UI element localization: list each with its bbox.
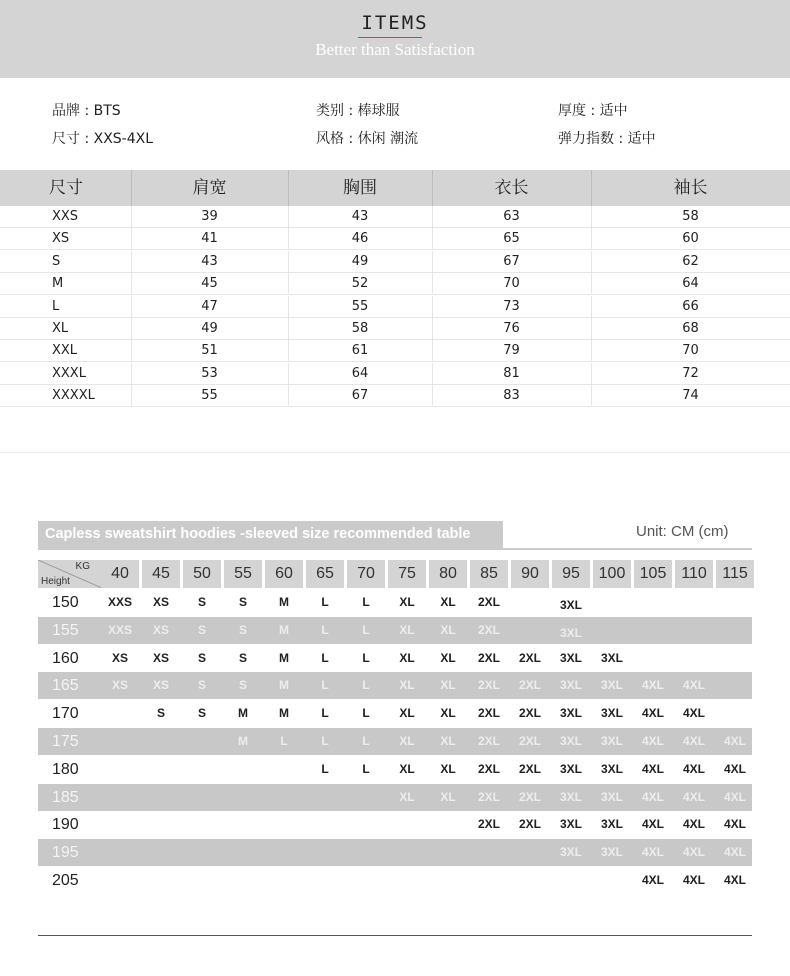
recommended-size: 2XL bbox=[477, 789, 500, 804]
recommended-size: 3XL bbox=[559, 625, 582, 640]
product-info bbox=[0, 78, 790, 170]
size-value: 63 bbox=[503, 209, 520, 224]
recommended-size: 4XL bbox=[723, 761, 746, 776]
recommended-size: S bbox=[197, 678, 206, 693]
column-divider bbox=[591, 363, 592, 385]
column-divider bbox=[288, 228, 289, 250]
recommended-size: L bbox=[362, 678, 370, 693]
size-value: 68 bbox=[682, 321, 699, 336]
size-label: S bbox=[52, 253, 61, 269]
recommended-size: XL bbox=[440, 678, 456, 693]
column-divider bbox=[131, 363, 132, 385]
recommended-size: S bbox=[238, 650, 247, 665]
column-divider bbox=[432, 273, 433, 295]
column-divider bbox=[591, 251, 592, 273]
size-value: 53 bbox=[201, 365, 218, 381]
recommended-size: 4XL bbox=[682, 734, 705, 748]
title-bar-line bbox=[38, 548, 752, 550]
recommended-size: XL bbox=[399, 622, 415, 637]
column-divider bbox=[432, 340, 433, 362]
recommended-size: XS bbox=[152, 622, 169, 637]
recommended-size: 4XL bbox=[641, 789, 664, 804]
size-col-header: 衣长 bbox=[494, 178, 529, 198]
size-value: 52 bbox=[351, 276, 369, 292]
header-title: ITEMS bbox=[361, 12, 429, 34]
size-value: 76 bbox=[503, 321, 520, 336]
column-divider bbox=[131, 318, 132, 340]
recommended-size: M bbox=[279, 650, 289, 665]
size-row bbox=[0, 385, 790, 407]
recommended-size: 2XL bbox=[518, 678, 541, 693]
recommended-size: M bbox=[238, 706, 248, 721]
recommended-size: 4XL bbox=[641, 817, 664, 832]
recommended-size: XL bbox=[399, 761, 415, 776]
weight-header-cell: 95 bbox=[552, 560, 590, 588]
column-divider bbox=[131, 296, 132, 318]
recommended-size: L bbox=[362, 706, 370, 721]
size-value: 73 bbox=[503, 298, 520, 314]
recommended-size: 2XL bbox=[477, 706, 500, 721]
recommended-size: XL bbox=[399, 706, 415, 721]
column-divider bbox=[131, 273, 132, 295]
recommended-size: 4XL bbox=[723, 817, 746, 832]
recommended-size: 3XL bbox=[600, 734, 623, 748]
recommended-size: L bbox=[362, 761, 370, 776]
recommended-size: XXS bbox=[107, 595, 132, 609]
recommended-size: L bbox=[362, 734, 370, 748]
column-divider bbox=[591, 273, 592, 295]
size-value: 64 bbox=[351, 365, 369, 381]
recommended-size: XS bbox=[111, 650, 128, 665]
recommended-size: XXS bbox=[107, 622, 132, 637]
weight-header-cell: 60 bbox=[265, 560, 303, 588]
weight-header-cell: 105 bbox=[634, 560, 672, 588]
height-label: 170 bbox=[52, 705, 79, 723]
weight-header-cell: 115 bbox=[716, 560, 754, 588]
recommended-size: 3XL bbox=[559, 678, 582, 693]
recommended-size: M bbox=[279, 678, 289, 693]
column-divider bbox=[131, 251, 132, 273]
recommended-size: L bbox=[362, 650, 370, 665]
height-label: 165 bbox=[52, 677, 79, 695]
size-value: 46 bbox=[351, 231, 369, 247]
recommended-size: L bbox=[280, 734, 288, 748]
column-divider bbox=[591, 296, 592, 318]
recommended-size: 2XL bbox=[518, 734, 541, 748]
height-label: 175 bbox=[52, 733, 79, 750]
recommend-row bbox=[38, 867, 752, 894]
size-value: 45 bbox=[201, 276, 218, 292]
info-thickness: 厚度 : 适中 bbox=[558, 103, 628, 119]
recommended-size: 4XL bbox=[682, 761, 705, 776]
recommended-size: 2XL bbox=[518, 650, 541, 665]
weight-height-corner bbox=[38, 560, 102, 588]
size-value: 49 bbox=[201, 321, 218, 336]
size-row bbox=[0, 206, 790, 228]
recommended-size: XL bbox=[399, 789, 415, 804]
size-value: 43 bbox=[201, 253, 218, 269]
recommended-size: L bbox=[321, 678, 329, 693]
size-value: 51 bbox=[201, 343, 218, 359]
recommended-size: XS bbox=[111, 678, 128, 693]
height-label: 150 bbox=[52, 594, 79, 611]
recommended-size: 3XL bbox=[600, 817, 623, 832]
header-banner bbox=[0, 0, 790, 78]
recommended-size: XL bbox=[399, 734, 415, 748]
recommend-row bbox=[38, 811, 752, 838]
size-row bbox=[0, 251, 790, 273]
recommended-size: 4XL bbox=[723, 734, 746, 748]
size-row bbox=[0, 296, 790, 318]
size-col-header: 肩宽 bbox=[192, 178, 227, 198]
column-divider bbox=[591, 228, 592, 250]
height-label: 185 bbox=[52, 788, 79, 806]
recommended-size: XL bbox=[399, 595, 415, 609]
height-label: 205 bbox=[52, 872, 79, 889]
height-label: 190 bbox=[52, 816, 79, 834]
recommended-size: 3XL bbox=[559, 845, 582, 860]
column-divider bbox=[131, 340, 132, 362]
recommended-size: 3XL bbox=[559, 598, 582, 612]
recommended-size: XL bbox=[440, 622, 456, 637]
recommend-row bbox=[38, 645, 752, 672]
height-label: 180 bbox=[52, 760, 79, 778]
size-value: 49 bbox=[351, 253, 369, 269]
recommend-row bbox=[38, 784, 752, 811]
column-divider bbox=[432, 296, 433, 318]
info-style: 风格 : 休闲 潮流 bbox=[316, 131, 419, 147]
recommend-row bbox=[38, 756, 752, 783]
size-row bbox=[0, 228, 790, 250]
size-label: XL bbox=[52, 321, 69, 336]
recommended-size: 2XL bbox=[477, 734, 500, 748]
bottom-divider bbox=[38, 935, 752, 936]
size-value: 67 bbox=[503, 253, 520, 269]
weight-header-cell: 70 bbox=[347, 560, 385, 588]
recommended-size: XS bbox=[152, 595, 169, 609]
column-divider bbox=[432, 228, 433, 250]
height-label: 195 bbox=[52, 844, 79, 862]
recommended-size: 2XL bbox=[518, 789, 541, 804]
size-label: XS bbox=[52, 231, 70, 247]
column-divider bbox=[131, 228, 132, 250]
size-value: 81 bbox=[503, 365, 520, 381]
recommend-row bbox=[38, 617, 752, 644]
recommended-size: 2XL bbox=[518, 706, 541, 721]
size-col-header: 尺寸 bbox=[49, 178, 83, 198]
recommended-size: 4XL bbox=[723, 873, 746, 887]
size-value: 79 bbox=[503, 343, 520, 359]
recommended-size: L bbox=[321, 650, 329, 665]
column-divider bbox=[432, 251, 433, 273]
recommended-size: XL bbox=[440, 650, 456, 665]
size-label: XXXXL bbox=[52, 388, 95, 404]
column-divider bbox=[591, 170, 592, 206]
recommended-size: 4XL bbox=[723, 845, 746, 860]
size-label: L bbox=[52, 298, 60, 314]
column-divider bbox=[591, 340, 592, 362]
info-elasticity: 弹力指数 : 适中 bbox=[558, 131, 656, 147]
column-divider bbox=[432, 363, 433, 385]
size-table-header bbox=[0, 170, 790, 206]
size-row bbox=[0, 340, 790, 362]
recommended-size: 4XL bbox=[641, 706, 664, 721]
size-value: 65 bbox=[503, 231, 520, 247]
title-underline bbox=[358, 37, 422, 38]
recommended-size: 4XL bbox=[682, 817, 705, 832]
recommended-size: 3XL bbox=[559, 761, 582, 776]
column-divider bbox=[288, 363, 289, 385]
recommended-size: XS bbox=[152, 650, 169, 665]
recommended-size: 4XL bbox=[641, 761, 664, 776]
weight-header-cell: 100 bbox=[593, 560, 631, 588]
column-divider bbox=[288, 251, 289, 273]
recommended-size: XL bbox=[440, 734, 456, 748]
recommended-size: M bbox=[279, 595, 289, 609]
recommended-size: S bbox=[238, 678, 247, 693]
recommended-size: 4XL bbox=[682, 789, 705, 804]
size-value: 58 bbox=[351, 321, 369, 336]
recommend-row bbox=[38, 589, 752, 616]
recommend-row bbox=[38, 728, 752, 755]
recommended-size: XS bbox=[152, 678, 169, 693]
recommended-size: M bbox=[238, 734, 248, 748]
height-label: 160 bbox=[52, 649, 79, 667]
recommended-size: 2XL bbox=[518, 817, 541, 832]
recommended-size: L bbox=[362, 595, 370, 609]
recommended-size: 2XL bbox=[518, 761, 541, 776]
column-divider bbox=[591, 206, 592, 228]
column-divider bbox=[288, 206, 289, 228]
recommended-size: 2XL bbox=[477, 761, 500, 776]
column-divider bbox=[432, 206, 433, 228]
recommended-size: 2XL bbox=[477, 595, 500, 609]
recommended-size: 3XL bbox=[559, 734, 582, 748]
recommended-size: L bbox=[362, 622, 370, 637]
recommended-size: 4XL bbox=[682, 706, 705, 721]
recommended-size: 2XL bbox=[477, 817, 500, 832]
size-value: 41 bbox=[201, 231, 218, 247]
recommend-row bbox=[38, 672, 752, 699]
recommended-size: XL bbox=[399, 650, 415, 665]
column-divider bbox=[288, 385, 289, 407]
recommended-size: 2XL bbox=[477, 622, 500, 637]
recommended-size: XL bbox=[440, 789, 456, 804]
recommend-row bbox=[38, 839, 752, 866]
info-brand: 品牌 : BTS bbox=[52, 103, 121, 119]
size-col-header: 袖长 bbox=[673, 178, 708, 198]
column-divider bbox=[288, 170, 289, 206]
recommended-size: 3XL bbox=[559, 650, 582, 665]
size-label: M bbox=[52, 276, 64, 292]
recommended-size: L bbox=[321, 706, 329, 721]
recommended-size: 3XL bbox=[600, 761, 623, 776]
column-divider bbox=[432, 385, 433, 407]
size-value: 55 bbox=[201, 388, 218, 404]
recommended-size: 4XL bbox=[682, 678, 705, 693]
weight-header-cell: 90 bbox=[511, 560, 549, 588]
recommended-size: XL bbox=[440, 595, 456, 609]
recommended-size: 3XL bbox=[600, 706, 623, 721]
recommended-size: M bbox=[279, 706, 289, 721]
size-col-header: 胸围 bbox=[343, 178, 377, 198]
column-divider bbox=[432, 170, 433, 206]
size-value: 55 bbox=[351, 298, 369, 314]
recommended-size: 4XL bbox=[641, 734, 664, 748]
recommended-size: S bbox=[197, 622, 206, 637]
size-value: 66 bbox=[682, 298, 699, 314]
weight-header-cell: 50 bbox=[183, 560, 221, 588]
recommended-size: S bbox=[197, 706, 206, 721]
recommended-size: 2XL bbox=[477, 650, 500, 665]
column-divider bbox=[288, 273, 289, 295]
info-category: 类别 : 棒球服 bbox=[316, 103, 400, 119]
weight-header-cell: 55 bbox=[224, 560, 262, 588]
recommended-size: L bbox=[321, 761, 329, 776]
size-row bbox=[0, 363, 790, 385]
recommended-size: 4XL bbox=[641, 873, 664, 887]
weight-header-cell: 75 bbox=[388, 560, 426, 588]
recommended-size: 3XL bbox=[559, 706, 582, 721]
size-label: XXL bbox=[52, 343, 78, 359]
size-value: 39 bbox=[201, 209, 218, 224]
size-value: 74 bbox=[682, 388, 699, 404]
recommended-size: 3XL bbox=[600, 650, 623, 665]
unit-label: Unit: CM (cm) bbox=[636, 523, 729, 540]
column-divider bbox=[288, 340, 289, 362]
recommended-size: 3XL bbox=[600, 678, 623, 693]
column-divider bbox=[591, 385, 592, 407]
column-divider bbox=[131, 385, 132, 407]
recommended-size: S bbox=[197, 595, 206, 609]
weight-header-cell: 40 bbox=[101, 560, 139, 588]
size-value: 43 bbox=[351, 209, 369, 224]
size-label: XXXL bbox=[52, 365, 86, 381]
size-value: 60 bbox=[682, 231, 699, 247]
corner-height-label: Height bbox=[41, 576, 70, 587]
size-value: 67 bbox=[351, 388, 369, 404]
size-value: 62 bbox=[682, 253, 699, 269]
header-subtitle: Better than Satisfaction bbox=[315, 40, 475, 59]
column-divider bbox=[288, 318, 289, 340]
column-divider bbox=[131, 170, 132, 206]
recommended-size: 3XL bbox=[559, 789, 582, 804]
weight-header-cell: 80 bbox=[429, 560, 467, 588]
weight-header-cell: 110 bbox=[675, 560, 713, 588]
column-divider bbox=[432, 318, 433, 340]
size-value: 61 bbox=[351, 343, 369, 359]
column-divider bbox=[131, 206, 132, 228]
column-divider bbox=[288, 296, 289, 318]
height-label: 155 bbox=[52, 621, 79, 639]
recommended-size: S bbox=[238, 622, 247, 637]
size-value: 47 bbox=[201, 298, 218, 314]
recommended-size: 4XL bbox=[641, 678, 664, 693]
info-size-range: 尺寸 : XXS-4XL bbox=[52, 131, 154, 147]
size-value: 64 bbox=[682, 276, 699, 292]
recommended-size: M bbox=[279, 622, 289, 637]
size-label: XXS bbox=[52, 209, 79, 224]
recommend-table-title: Capless sweatshirt hoodies -sleeved size recommended table bbox=[38, 521, 503, 548]
recommended-size: XL bbox=[440, 761, 456, 776]
recommended-size: 4XL bbox=[682, 873, 705, 887]
size-value: 70 bbox=[682, 343, 699, 359]
recommended-size: 4XL bbox=[723, 789, 746, 804]
weight-header-cell: 45 bbox=[142, 560, 180, 588]
recommended-size: 4XL bbox=[641, 845, 664, 860]
recommended-size: 4XL bbox=[682, 845, 705, 860]
recommended-size: L bbox=[321, 622, 329, 637]
size-value: 83 bbox=[503, 388, 520, 404]
recommended-size: 2XL bbox=[477, 678, 500, 693]
recommended-size: S bbox=[197, 650, 206, 665]
section-divider bbox=[0, 452, 790, 453]
weight-header-cell: 65 bbox=[306, 560, 344, 588]
recommended-size: S bbox=[238, 595, 247, 609]
size-value: 58 bbox=[682, 209, 699, 224]
recommended-size: XL bbox=[399, 678, 415, 693]
recommend-row bbox=[38, 700, 752, 727]
recommended-size: L bbox=[321, 595, 329, 609]
size-value: 72 bbox=[682, 365, 699, 381]
corner-kg-label: KG bbox=[75, 561, 90, 572]
recommended-size: 3XL bbox=[600, 789, 623, 804]
recommended-size: 3XL bbox=[559, 817, 582, 832]
weight-header-cell: 85 bbox=[470, 560, 508, 588]
recommended-size: L bbox=[321, 734, 329, 748]
recommended-size: 3XL bbox=[600, 845, 623, 860]
recommended-size: XL bbox=[440, 706, 456, 721]
column-divider bbox=[591, 318, 592, 340]
size-row bbox=[0, 318, 790, 340]
size-row bbox=[0, 273, 790, 295]
recommended-size: S bbox=[156, 706, 165, 721]
size-value: 70 bbox=[503, 276, 520, 292]
